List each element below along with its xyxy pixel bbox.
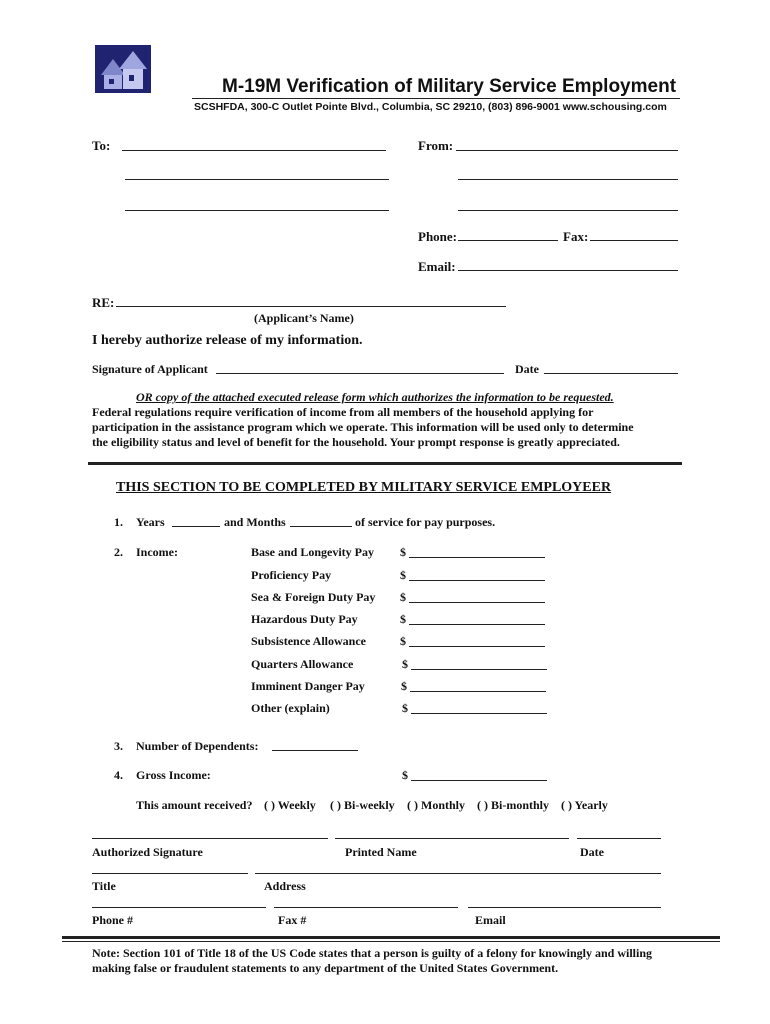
phone-label: Phone:	[418, 229, 457, 244]
signoff-date-label: Date	[580, 845, 604, 859]
fax-line[interactable]	[590, 240, 678, 241]
section-heading: THIS SECTION TO BE COMPLETED BY MILITARY SERVICE EMPLOYEER	[116, 480, 612, 495]
income-hazardous-line[interactable]	[409, 624, 545, 625]
item1-number: 1.	[114, 515, 123, 529]
notice-line-1: Federal regulations require verification of income from all members of the household applying for	[92, 405, 594, 419]
income-quarters-dollar: $	[402, 657, 408, 671]
income-other: Other (explain)	[251, 701, 330, 715]
phone-number-line[interactable]	[92, 907, 266, 908]
income-imminent-dollar: $	[401, 679, 407, 693]
income-proficiency: Proficiency Pay	[251, 568, 332, 582]
to-label: To:	[92, 138, 111, 153]
income-imminent-line[interactable]	[410, 691, 546, 692]
income-subsistence-dollar: $	[400, 634, 406, 648]
item1-years-label: Years	[136, 515, 165, 529]
income-other-line[interactable]	[411, 713, 547, 714]
to-line-1[interactable]	[122, 150, 386, 151]
item2-number: 2.	[114, 545, 123, 559]
footer-rule-thin	[62, 941, 720, 942]
re-label: RE:	[92, 295, 115, 310]
income-quarters-line[interactable]	[411, 669, 547, 670]
months-line[interactable]	[290, 526, 352, 527]
freq-weekly[interactable]: ( ) Weekly	[264, 798, 316, 812]
email-address-line[interactable]	[468, 907, 661, 908]
income-base-line[interactable]	[409, 557, 545, 558]
amount-received-label: This amount received?	[136, 798, 253, 812]
gross-income-dollar: $	[402, 768, 408, 782]
from-line-1[interactable]	[456, 150, 678, 151]
notice-line-3: the eligibility status and level of benefit for the household. Your prompt response is greatly appreciated.	[92, 435, 620, 449]
income-hazardous-dollar: $	[400, 612, 406, 626]
freq-bimonthly[interactable]: ( ) Bi-monthly	[477, 798, 549, 812]
title-label: Title	[92, 879, 116, 893]
gross-income-line[interactable]	[411, 780, 547, 781]
legal-note-line-1: Note: Section 101 of Title 18 of the US Code states that a person is guilty of a felony for knowingly and willing	[92, 946, 653, 960]
printed-name-label: Printed Name	[345, 845, 417, 859]
gross-income-label: Gross Income:	[136, 768, 211, 782]
authorized-signature-label: Authorized Signature	[92, 845, 203, 859]
authorize-statement: I hereby authorize release of my information.	[92, 333, 363, 348]
signoff-date-line[interactable]	[577, 838, 661, 839]
years-line[interactable]	[172, 526, 220, 527]
email-label: Email:	[418, 259, 456, 274]
freq-yearly[interactable]: ( ) Yearly	[561, 798, 608, 812]
income-quarters: Quarters Allowance	[251, 657, 354, 671]
from-line-2[interactable]	[458, 179, 678, 180]
income-base-dollar: $	[400, 545, 406, 559]
item3-number: 3.	[114, 739, 123, 753]
signature-applicant-label: Signature of Applicant	[92, 362, 208, 376]
email-address-label: Email	[475, 913, 506, 927]
section-divider	[88, 462, 682, 465]
applicant-signature-line[interactable]	[216, 373, 504, 374]
dependents-line[interactable]	[272, 750, 358, 751]
item1-months-label: and Months	[224, 515, 286, 529]
income-proficiency-line[interactable]	[409, 580, 545, 581]
title-line[interactable]	[92, 873, 248, 874]
authorized-signature-line[interactable]	[92, 838, 328, 839]
income-sea-dollar: $	[400, 590, 406, 604]
applicant-date-line[interactable]	[544, 373, 678, 374]
income-hazardous: Hazardous Duty Pay	[251, 612, 358, 626]
income-proficiency-dollar: $	[400, 568, 406, 582]
income-subsistence: Subsistence Allowance	[251, 634, 367, 648]
to-line-2[interactable]	[125, 179, 389, 180]
email-line[interactable]	[458, 270, 678, 271]
title-rule	[192, 98, 680, 99]
form-title: M-19M Verification of Military Service Employment	[222, 76, 677, 97]
address-line[interactable]	[255, 873, 661, 874]
from-label: From:	[418, 138, 454, 153]
item1-tail: of service for pay purposes.	[355, 515, 496, 529]
legal-note-line-2: making false or fraudulent statements to any department of the United States Government.	[92, 961, 559, 975]
schousing-logo-icon	[95, 45, 151, 93]
item4-number: 4.	[114, 768, 123, 782]
notice-line-2: participation in the assistance program which we operate. This information will be used only to determine	[92, 420, 634, 434]
freq-monthly[interactable]: ( ) Monthly	[407, 798, 465, 812]
from-line-3[interactable]	[458, 210, 678, 211]
fax-number-line[interactable]	[274, 907, 458, 908]
freq-biweekly[interactable]: ( ) Bi-weekly	[330, 798, 395, 812]
phone-line[interactable]	[458, 240, 558, 241]
fax-number-label: Fax #	[278, 913, 307, 927]
address-label: Address	[264, 879, 306, 893]
income-imminent-danger: Imminent Danger Pay	[251, 679, 365, 693]
agency-address: SCSHFDA, 300-C Outlet Pointe Blvd., Columbia, SC 29210, (803) 896-9001 www.schousing.com	[194, 101, 667, 113]
fax-label: Fax:	[563, 229, 589, 244]
income-sea-foreign: Sea & Foreign Duty Pay	[251, 590, 376, 604]
to-line-3[interactable]	[125, 210, 389, 211]
or-copy-note: OR copy of the attached executed release form which authorizes the information to be requested.	[136, 390, 614, 404]
item2-income-label: Income:	[136, 545, 178, 559]
income-sea-line[interactable]	[409, 602, 545, 603]
income-subsistence-line[interactable]	[409, 646, 545, 647]
footer-rule-thick	[62, 936, 720, 939]
phone-number-label: Phone #	[92, 913, 134, 927]
applicant-caption: (Applicant’s Name)	[254, 311, 354, 325]
income-other-dollar: $	[402, 701, 408, 715]
dependents-label: Number of Dependents:	[136, 739, 259, 753]
applicant-date-label: Date	[515, 362, 539, 376]
income-base-longevity: Base and Longevity Pay	[251, 545, 375, 559]
printed-name-line[interactable]	[335, 838, 569, 839]
applicant-name-line[interactable]	[116, 306, 506, 307]
